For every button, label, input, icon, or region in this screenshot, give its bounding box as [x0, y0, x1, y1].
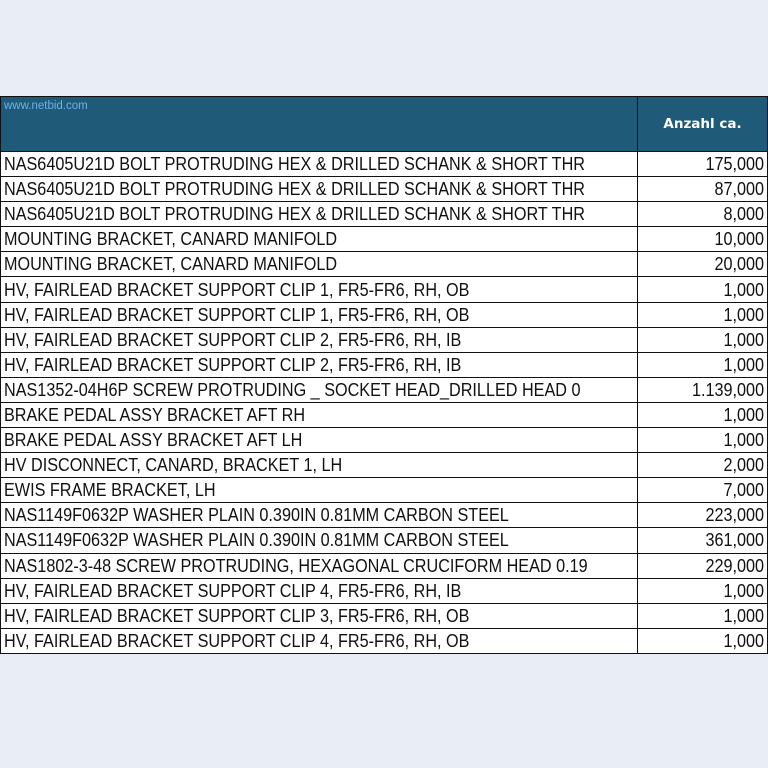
item-description: HV, FAIRLEAD BRACKET SUPPORT CLIP 4, FR5-FR6, RH, IB: [4, 580, 462, 601]
table-row: [1, 177, 768, 202]
table-row: [1, 528, 768, 553]
description-column-header: [1, 97, 638, 152]
item-quantity: 87,000: [714, 179, 764, 200]
table-row: [1, 503, 768, 528]
item-description: BRAKE PEDAL ASSY BRACKET AFT RH: [4, 404, 306, 425]
item-quantity-cell: [638, 352, 768, 377]
item-description-cell: [1, 553, 638, 578]
item-description-cell: [1, 478, 638, 503]
item-quantity-cell: [638, 603, 768, 628]
item-quantity: 8,000: [723, 204, 764, 225]
table-row: [1, 277, 768, 302]
item-description: BRAKE PEDAL ASSY BRACKET AFT LH: [4, 430, 303, 451]
item-quantity-cell: [638, 177, 768, 202]
item-quantity: 1.139,000: [691, 379, 764, 400]
item-description: HV, FAIRLEAD BRACKET SUPPORT CLIP 2, FR5-FR6, RH, IB: [4, 329, 462, 350]
quantity-column-header: Anzahl ca.: [638, 97, 768, 152]
table-row: [1, 227, 768, 252]
item-quantity-cell: [638, 277, 768, 302]
item-description: HV, FAIRLEAD BRACKET SUPPORT CLIP 1, FR5-FR6, RH, OB: [4, 279, 470, 300]
item-quantity-cell: [638, 402, 768, 427]
item-quantity-cell: [638, 327, 768, 352]
table-row: [1, 553, 768, 578]
table-row: [1, 152, 768, 177]
item-description-cell: [1, 352, 638, 377]
table-row: [1, 578, 768, 603]
item-quantity: 175,000: [705, 154, 764, 175]
table-row: [1, 428, 768, 453]
item-description-cell: [1, 177, 638, 202]
item-description-cell: [1, 152, 638, 177]
item-description: MOUNTING BRACKET, CANARD MANIFOLD: [4, 229, 338, 250]
item-quantity-cell: [638, 227, 768, 252]
table-row: [1, 402, 768, 427]
item-description: MOUNTING BRACKET, CANARD MANIFOLD: [4, 254, 338, 275]
item-quantity-cell: [638, 528, 768, 553]
table-row: [1, 327, 768, 352]
item-description: NAS6405U21D BOLT PROTRUDING HEX & DRILLED SCHANK & SHORT THR: [4, 154, 585, 175]
item-description-cell: [1, 603, 638, 628]
item-description: HV, FAIRLEAD BRACKET SUPPORT CLIP 1, FR5-FR6, RH, OB: [4, 304, 470, 325]
table-row: [1, 377, 768, 402]
item-quantity-cell: [638, 503, 768, 528]
item-description: NAS6405U21D BOLT PROTRUDING HEX & DRILLED SCHANK & SHORT THR: [4, 204, 585, 225]
item-quantity: 1,000: [723, 404, 764, 425]
item-description-cell: [1, 202, 638, 227]
item-description-cell: [1, 428, 638, 453]
item-description-cell: [1, 327, 638, 352]
item-quantity: 7,000: [723, 480, 764, 501]
table-row: [1, 628, 768, 653]
table-row: [1, 202, 768, 227]
item-quantity: 361,000: [705, 530, 764, 551]
item-quantity: 1,000: [723, 580, 764, 601]
parts-table: [0, 96, 768, 654]
table-body: [1, 152, 768, 654]
item-quantity-cell: [638, 377, 768, 402]
item-quantity-cell: [638, 478, 768, 503]
watermark-text: www.netbid.com: [4, 100, 88, 112]
item-description: NAS1149F0632P WASHER PLAIN 0.390IN 0.81MM CARBON STEEL: [4, 530, 509, 551]
item-description: HV, FAIRLEAD BRACKET SUPPORT CLIP 2, FR5-FR6, RH, IB: [4, 354, 462, 375]
table-row: [1, 252, 768, 277]
table-row: [1, 352, 768, 377]
item-description-cell: [1, 302, 638, 327]
item-description: NAS1802-3-48 SCREW PROTRUDING, HEXAGONAL CRUCIFORM HEAD 0.19: [4, 555, 588, 576]
item-description-cell: [1, 453, 638, 478]
item-quantity-cell: [638, 202, 768, 227]
item-quantity: 1,000: [723, 304, 764, 325]
item-description-cell: [1, 578, 638, 603]
item-description: HV, FAIRLEAD BRACKET SUPPORT CLIP 4, FR5-FR6, RH, OB: [4, 630, 470, 651]
item-description: NAS6405U21D BOLT PROTRUDING HEX & DRILLED SCHANK & SHORT THR: [4, 179, 585, 200]
item-description-cell: [1, 377, 638, 402]
item-description-cell: [1, 252, 638, 277]
item-quantity: 223,000: [705, 505, 764, 526]
item-quantity-cell: [638, 302, 768, 327]
item-quantity-cell: [638, 252, 768, 277]
item-description-cell: [1, 628, 638, 653]
item-description-cell: [1, 528, 638, 553]
item-description: HV, FAIRLEAD BRACKET SUPPORT CLIP 3, FR5-FR6, RH, OB: [4, 605, 470, 626]
table-row: [1, 302, 768, 327]
item-quantity: 2,000: [723, 455, 764, 476]
item-quantity: 20,000: [714, 254, 764, 275]
table-row: [1, 603, 768, 628]
item-quantity: 1,000: [723, 630, 764, 651]
item-description-cell: [1, 402, 638, 427]
item-description: NAS1352-04H6P SCREW PROTRUDING _ SOCKET HEAD_DRILLED HEAD 0: [4, 379, 581, 400]
item-description-cell: [1, 277, 638, 302]
item-quantity-cell: [638, 152, 768, 177]
item-quantity: 10,000: [714, 229, 764, 250]
item-quantity-cell: [638, 578, 768, 603]
table-header-row: [1, 97, 768, 152]
item-description: NAS1149F0632P WASHER PLAIN 0.390IN 0.81MM CARBON STEEL: [4, 505, 509, 526]
item-description-cell: [1, 227, 638, 252]
item-quantity: 1,000: [723, 354, 764, 375]
item-quantity-cell: [638, 428, 768, 453]
item-quantity-cell: [638, 628, 768, 653]
item-quantity: 1,000: [723, 430, 764, 451]
item-description-cell: [1, 503, 638, 528]
item-quantity-cell: [638, 553, 768, 578]
item-quantity: 1,000: [723, 605, 764, 626]
table-row: [1, 453, 768, 478]
table-row: [1, 478, 768, 503]
item-quantity: 1,000: [723, 279, 764, 300]
item-quantity: 1,000: [723, 329, 764, 350]
parts-table-container: [0, 96, 767, 654]
item-quantity: 229,000: [705, 555, 764, 576]
item-description: HV DISCONNECT, CANARD, BRACKET 1, LH: [4, 455, 343, 476]
item-description: EWIS FRAME BRACKET, LH: [4, 480, 216, 501]
item-quantity-cell: [638, 453, 768, 478]
